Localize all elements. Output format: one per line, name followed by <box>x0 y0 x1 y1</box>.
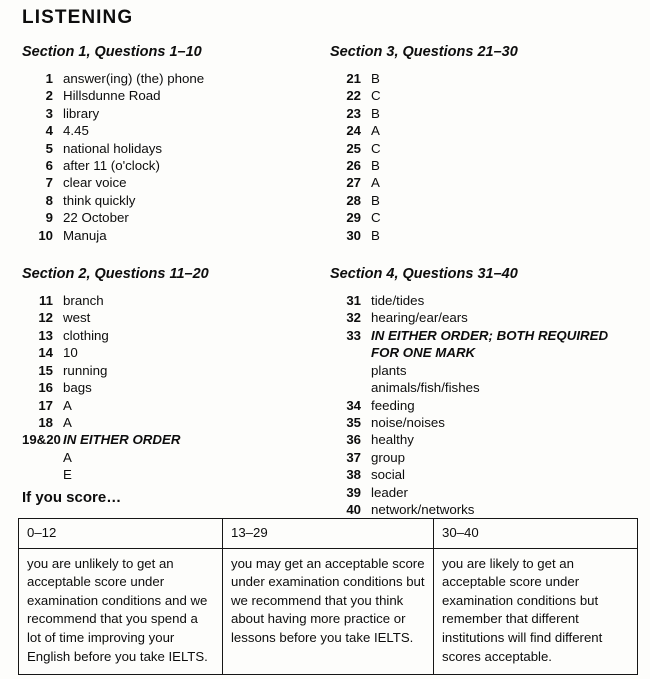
combined-answer-row <box>22 431 332 448</box>
answer-text: bags <box>63 380 92 396</box>
answer-text: A <box>63 449 72 465</box>
answer-row <box>22 379 332 396</box>
answer-text: animals/fish/fishes <box>371 380 480 396</box>
section-4-answer-list <box>330 292 640 518</box>
table-row-ranges <box>19 519 638 549</box>
both-required-note-line-1: IN EITHER ORDER; BOTH REQUIRED <box>371 327 609 343</box>
answer-row <box>330 414 640 431</box>
answer-text: noise/noises <box>371 414 445 430</box>
answer-text: B <box>371 71 380 86</box>
answer-text: 22 October <box>63 210 129 226</box>
answer-row <box>330 449 640 466</box>
question-number: 28 <box>346 192 361 208</box>
question-number: 33 <box>346 327 361 343</box>
section-2-answer-list <box>22 292 332 483</box>
question-number: 21 <box>346 71 361 86</box>
score-description: you are likely to get an acceptable score under examination conditions but remember that different institutions will find different scores acceptable. <box>434 548 638 675</box>
answer-text: Manuja <box>63 227 107 243</box>
question-number: 36 <box>346 432 361 448</box>
answer-row <box>330 501 640 518</box>
answer-row <box>22 192 332 209</box>
answer-row <box>22 309 332 326</box>
answer-row <box>22 87 332 104</box>
answer-text: branch <box>63 293 104 309</box>
both-required-note-line-2: FOR ONE MARK <box>371 345 476 361</box>
question-number: 14 <box>38 345 53 361</box>
answer-text: clothing <box>63 327 109 343</box>
section-3-block <box>330 44 640 244</box>
question-number: 25 <box>346 140 361 156</box>
question-number: 10 <box>38 227 53 243</box>
answer-row <box>22 414 332 431</box>
answer-text: healthy <box>371 432 414 448</box>
answer-text: C <box>371 88 381 104</box>
answer-text: answer(ing) (the) phone <box>63 71 205 86</box>
score-range: 0–12 <box>19 519 223 549</box>
score-description: you may get an acceptable score under examination conditions but we recommend that you think about having more practice or lessons before you take IELTS. <box>223 548 434 675</box>
question-number: 24 <box>346 123 361 139</box>
answer-text: E <box>63 467 72 483</box>
question-number: 1 <box>45 71 53 86</box>
question-number: 5 <box>45 140 53 156</box>
left-column <box>22 44 332 484</box>
section-4-block <box>330 266 640 518</box>
question-number: 31 <box>346 293 361 309</box>
answer-row <box>330 140 640 157</box>
question-number: 7 <box>45 175 53 191</box>
question-number: 29 <box>346 210 361 226</box>
answer-row <box>22 397 332 414</box>
score-range: 13–29 <box>223 519 434 549</box>
answer-text: A <box>371 123 380 139</box>
section-2-heading: Section 2, Questions 11–20 <box>22 266 209 283</box>
answer-row <box>330 209 640 226</box>
question-number: 27 <box>346 175 361 191</box>
question-number: 22 <box>346 88 361 104</box>
question-number: 13 <box>38 327 53 343</box>
answer-text: B <box>371 105 380 121</box>
answer-row <box>330 309 640 326</box>
question-number: 38 <box>346 467 361 483</box>
question-number: 12 <box>38 310 53 326</box>
question-number: 30 <box>346 227 361 243</box>
question-number: 8 <box>45 192 53 208</box>
section-gap <box>330 244 640 266</box>
answer-row <box>330 87 640 104</box>
section-3-heading: Section 3, Questions 21–30 <box>330 44 518 60</box>
answer-row <box>22 140 332 157</box>
question-number: 26 <box>346 158 361 174</box>
answer-row <box>330 292 640 309</box>
section-1-answer-list <box>22 70 332 244</box>
answer-text: B <box>371 158 380 174</box>
answer-text: after 11 (o'clock) <box>63 158 160 174</box>
answer-text: library <box>63 105 100 121</box>
question-number: 35 <box>346 414 361 430</box>
answer-row <box>22 174 332 191</box>
question-number: 16 <box>38 380 53 396</box>
answer-text: A <box>63 397 72 413</box>
answer-row <box>330 174 640 191</box>
answer-row <box>22 362 332 379</box>
answer-text: leader <box>371 484 408 500</box>
answer-text: hearing/ear/ears <box>371 310 468 326</box>
answer-row <box>330 192 640 209</box>
answer-text: think quickly <box>63 192 136 208</box>
answer-text: 4.45 <box>63 123 89 139</box>
answer-row <box>330 70 640 87</box>
answer-text: C <box>371 210 381 226</box>
answer-row <box>22 70 332 87</box>
question-number: 23 <box>346 105 361 121</box>
answer-text: C <box>371 140 381 156</box>
answer-text: social <box>371 467 405 483</box>
answer-text: B <box>371 192 380 208</box>
answer-text: running <box>63 362 108 378</box>
answer-text: west <box>63 310 91 326</box>
answer-text: network/networks <box>371 501 475 517</box>
answer-text: national holidays <box>63 140 163 156</box>
question-number-range: 19&20 <box>22 432 61 448</box>
question-number: 3 <box>45 105 53 121</box>
answer-row <box>22 157 332 174</box>
answer-text: feeding <box>371 397 415 413</box>
answer-row <box>22 209 332 226</box>
section-gap <box>22 244 332 266</box>
question-number: 2 <box>45 88 53 104</box>
score-description: you are unlikely to get an acceptable score under examination conditions and we recommend that you spend a lot of time improving your English before you take IELTS. <box>19 548 223 675</box>
question-number: 37 <box>346 449 361 465</box>
answer-text: B <box>371 227 380 243</box>
question-number: 4 <box>45 123 53 139</box>
question-number: 17 <box>38 397 53 413</box>
section-3-answer-list <box>330 70 640 244</box>
answer-text: clear voice <box>63 175 127 191</box>
score-guide-table <box>18 518 638 675</box>
score-guide-heading: If you score… <box>22 489 122 506</box>
section-1-block <box>22 44 332 244</box>
answer-row <box>330 466 640 483</box>
section-4-heading: Section 4, Questions 31–40 <box>330 266 518 283</box>
question-number: 15 <box>38 362 53 378</box>
section-1-heading: Section 1, Questions 1–10 <box>22 44 202 60</box>
question-number: 9 <box>45 210 53 226</box>
answer-row <box>330 157 640 174</box>
answer-row <box>22 122 332 139</box>
page-title: LISTENING <box>22 7 134 28</box>
answer-text: Hillsdunne Road <box>63 88 161 104</box>
question-number: 6 <box>45 158 53 174</box>
right-column <box>330 44 640 518</box>
question-number: 40 <box>346 501 361 517</box>
table-row-descriptions <box>19 548 638 675</box>
answer-text: tide/tides <box>371 293 425 309</box>
answer-row <box>22 105 332 122</box>
answer-row <box>22 327 332 344</box>
answer-row <box>330 431 640 448</box>
score-range: 30–40 <box>434 519 638 549</box>
answer-text: plants <box>371 362 407 378</box>
answer-row <box>330 227 640 244</box>
question-number: 32 <box>346 310 361 326</box>
question-number: 11 <box>39 293 53 309</box>
question-number: 34 <box>346 397 361 413</box>
answer-row <box>22 227 332 244</box>
either-order-note: IN EITHER ORDER <box>63 432 181 448</box>
answer-row <box>22 344 332 361</box>
answer-text: group <box>371 449 406 465</box>
answer-row <box>22 292 332 309</box>
answer-text: 10 <box>63 345 78 361</box>
answer-text: A <box>371 175 380 191</box>
question-number: 18 <box>38 414 53 430</box>
answer-text: A <box>63 414 72 430</box>
question-number: 39 <box>346 484 361 500</box>
special-answer-row <box>330 327 640 344</box>
answer-row <box>330 105 640 122</box>
answer-row <box>330 484 640 501</box>
section-2-block <box>22 266 332 483</box>
answer-row <box>330 122 640 139</box>
answer-row <box>330 397 640 414</box>
